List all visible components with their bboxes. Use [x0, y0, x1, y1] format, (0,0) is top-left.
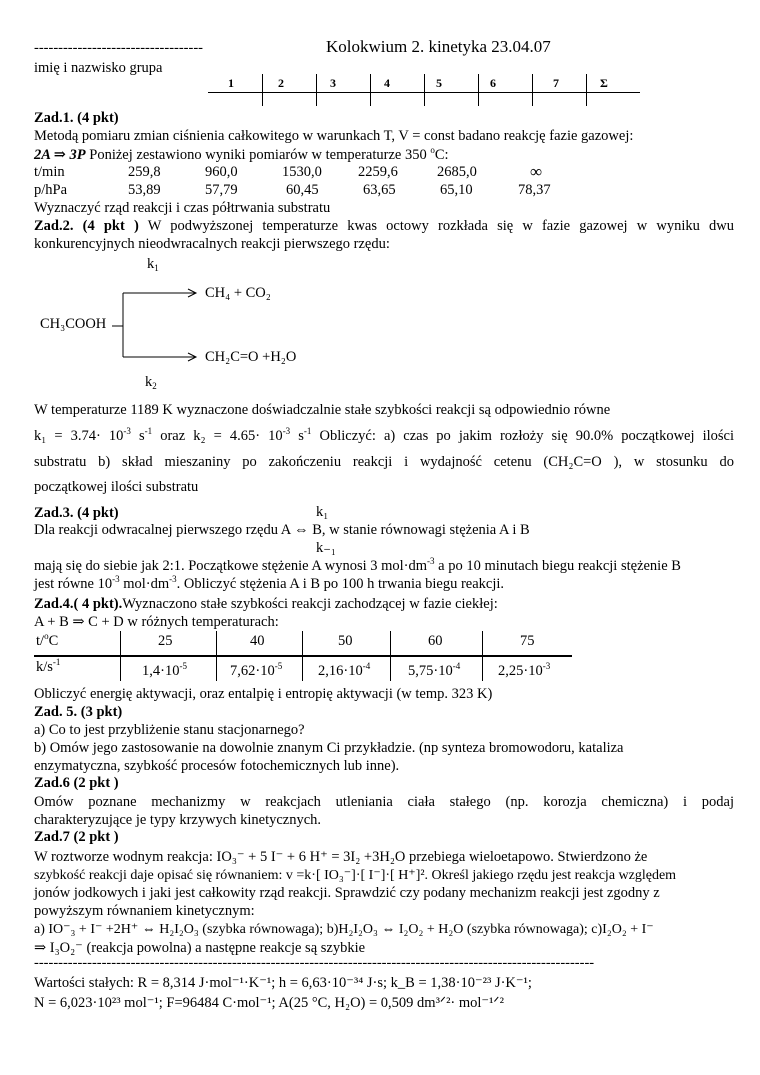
z6-heading: Zad.6 (2 pkt )	[34, 775, 119, 791]
z6-line1: Omów poznane mechanizmy w reakcjach utleniania ciała stałego (np. korozja chemiczna) i podaj	[34, 794, 734, 810]
z1-t-2: 1530,0	[282, 164, 322, 180]
z2-s-exp-1: -1	[144, 426, 153, 436]
z4-k-4-mant: 2,25·10	[498, 663, 543, 679]
footer-constants-1: Wartości stałych: R = 8,314 J·mol⁻¹·K⁻¹; h = 6,63·10⁻³⁴ J·s; k_B = 1,38·10⁻²³ J·K⁻¹;	[34, 975, 532, 991]
z1-text2a: Poniżej zestawiono wyniki pomiarów w temperaturze 350	[85, 147, 431, 163]
z3-exp-a: -3	[427, 556, 435, 566]
z4-t-prefix: t/	[36, 633, 45, 649]
z1-reaction: 2A ⇒ 3P	[34, 147, 86, 163]
z1-p-label: p/hPa	[34, 182, 68, 198]
z3-line3	[34, 576, 504, 593]
z1-p-3: 63,65	[363, 182, 396, 198]
scheme-k1	[147, 256, 159, 273]
scheme-reactant: CH₃COOH	[40, 316, 107, 332]
score-col-1: 1	[228, 76, 234, 90]
z4-heading: Zad.4.( 4 pkt).	[34, 596, 123, 612]
score-col-4: 4	[384, 76, 390, 90]
z3-exp-c: -3	[169, 574, 177, 584]
score-col-sum: Σ	[600, 76, 608, 90]
z5-a: a) Co to jest przybliżenie stanu stacjonarnego?	[34, 722, 305, 738]
z4-t-unit: C	[48, 633, 59, 649]
z1-p-1: 57,79	[205, 182, 238, 198]
z2-k2-exp: -3	[282, 426, 291, 436]
z2-k1-expr: k₁ = 3.74· 10	[34, 428, 124, 444]
z4-t-label	[36, 633, 58, 650]
z2-line6: początkowej ilości substratu	[34, 479, 199, 495]
z1-p-2: 60,45	[286, 182, 319, 198]
z4-k-2	[318, 663, 370, 680]
z4-k-0-exp: -5	[179, 661, 187, 671]
z4-k-1-mant: 7,62·10	[230, 663, 275, 679]
z3-k-top: k₁	[316, 504, 329, 520]
z4-k-0-mant: 1,4·10	[142, 663, 180, 679]
z1-task: Wyznaczyć rząd reakcji i czas półtrwania substratu	[34, 200, 331, 216]
scheme-k1-sub: 1	[154, 263, 159, 273]
score-col-3: 3	[330, 76, 336, 90]
z1-text1: Metodą pomiaru zmian ciśnienia całkowitego w warunkach T, V = const badano reakcję fazie gazowej:	[34, 128, 634, 144]
z2-calc: Obliczyć: a) czas po jakim rozłoży się 90.0% początkowej ilości	[311, 428, 735, 444]
z7-line1: W roztworze wodnym reakcja: IO₃⁻ + 5 I⁻ + 6 H⁺ = 3I₂ +3H₂O przebiega wieloetapowo. Stwierdzono że	[34, 849, 648, 865]
scheme-product1: CH₄ + CO₂	[205, 285, 271, 301]
z7-line6: ⇒ I₃O₂⁻ (reakcja powolna) a następne reakcje są szybkie	[34, 940, 366, 956]
z1-t-1: 960,0	[205, 164, 238, 180]
z7-heading: Zad.7 (2 pkt )	[34, 829, 119, 845]
z4-t-deg: o	[44, 631, 49, 641]
z4-table	[34, 631, 572, 681]
z1-text2	[34, 146, 449, 164]
z7-line4: powyższym równaniem kinetycznym:	[34, 903, 255, 919]
score-col-5: 5	[436, 76, 442, 90]
z4-k-3-exp: -4	[452, 661, 461, 671]
z4-temp-2: 50	[338, 633, 353, 649]
scheme-k2-sub: 2	[152, 381, 157, 391]
z2-k1-exp: -3	[123, 426, 131, 436]
z1-p-0: 53,89	[128, 182, 161, 198]
z2-k2-expr: oraz k₂ = 4.65· 10	[152, 428, 283, 444]
z2-line5: substratu b) skład mieszaniny po zakończeniu reakcji i wydajność cetenu (CH₂C=O ), w stosunku do	[34, 454, 734, 470]
footer-dashes: --------------------------------------------------------------------------------------------------------------------	[34, 955, 595, 971]
z5-b2: enzymatyczna, szybkość procesów fotochemicznych lub inne).	[34, 758, 400, 774]
scheme-product2: CH₂C=O +H₂O	[205, 349, 297, 365]
z3-exp-b: -3	[112, 574, 120, 584]
score-grid	[208, 74, 640, 106]
scheme-k1-letter: k	[147, 256, 155, 272]
z5-b1: b) Omów jego zastosowanie na dowolnie znanym Ci przykładzie. (np synteza bromowodoru, kataliza	[34, 740, 624, 756]
z3-line3a: jest równe 10	[34, 576, 113, 592]
z4-k-exp: -1	[52, 657, 61, 667]
z7-line2: szybkość reakcji daje opisać się równaniem: v =k·[ IO₃⁻]·[ I⁻]·[ H⁺]². Określ jakiego rzędu jest reakcja względem	[34, 868, 677, 883]
z4-k-prefix: k/s	[36, 659, 53, 675]
z3-line2	[34, 558, 681, 575]
z4-temp-1: 40	[250, 633, 265, 649]
z5-heading: Zad. 5. (3 pkt)	[34, 704, 123, 720]
z3-line3b: mol·dm	[119, 576, 170, 592]
z1-t-5: ∞	[530, 162, 543, 181]
z4-line1	[34, 596, 498, 613]
z3-line2a: mają się do siebie jak 2:1. Początkowe stężenie A wynosi 3 mol·dm	[34, 558, 428, 574]
z3-k-bottom: k₋₁	[316, 540, 336, 556]
student-label: imię i nazwisko grupa	[34, 60, 163, 76]
footer-constants-2: N = 6,023·10²³ mol⁻¹; F=96484 C·mol⁻¹; A(25 °C, H₂O) = 0,509 dm³ᐟ²· mol⁻¹ᐟ²	[34, 995, 504, 1011]
z4-task: Obliczyć energię aktywacji, oraz entalpię i entropię aktywacji (w temp. 323 K)	[34, 686, 493, 702]
z2-line3: W temperaturze 1189 K wyznaczone doświadczalnie stałe szybkości reakcji są odpowiednio równe	[34, 402, 611, 418]
z4-k-0	[142, 663, 187, 680]
z2-s-exp-2: -1	[303, 426, 312, 436]
z1-deg: o	[430, 145, 435, 155]
z1-t-4: 2685,0	[437, 164, 477, 180]
page-title: Kolokwium 2. kinetyka 23.04.07	[326, 37, 551, 56]
z1-text2b: C:	[434, 147, 449, 163]
scheme-k2-letter: k	[145, 374, 153, 390]
z1-heading: Zad.1. (4 pkt)	[34, 110, 119, 126]
z3-heading: Zad.3. (4 pkt)	[34, 505, 119, 521]
z1-p-5: 78,37	[518, 182, 551, 198]
z3-line3c: . Obliczyć stężenia A i B po 100 h trwania biegu reakcji.	[176, 576, 505, 592]
z6-line2: charakteryzujące je typy krzywych kinetycznych.	[34, 812, 322, 828]
z2-line2: konkurencyjnych nieodwracalnych reakcji pierwszego rzędu:	[34, 236, 390, 252]
z4-k-1	[230, 663, 282, 680]
z7-line5: a) IO⁻₃ + I⁻ +2H⁺ ⇔ H₂I₂O₃ (szybka równowaga); b)H₂I₂O₃ ⇔ I₂O₂ + H₂O (szybka równowaga); c)I₂O₂ + I⁻	[34, 922, 654, 937]
z2-line1	[34, 218, 734, 235]
z4-k-2-mant: 2,16·10	[318, 663, 363, 679]
z4-temp-3: 60	[428, 633, 443, 649]
z2-line1-text: W podwyższonej temperaturze kwas octowy rozkłada się w fazie gazowej w wyniku dwu	[138, 218, 734, 234]
score-col-7: 7	[553, 76, 559, 90]
z4-k-3-mant: 5,75·10	[408, 663, 453, 679]
z3-line1: Dla reakcji odwracalnej pierwszego rzędu A ⇔ B, w stanie równowagi stężenia A i B	[34, 522, 530, 538]
z4-temp-0: 25	[158, 633, 173, 649]
z4-k-label	[36, 659, 60, 676]
score-col-2: 2	[278, 76, 284, 90]
z4-line2: A + B ⇒ C + D w różnych temperaturach:	[34, 614, 279, 630]
z4-k-1-exp: -5	[274, 661, 283, 671]
score-col-6: 6	[490, 76, 496, 90]
z3-line2b: a po 10 minutach biegu reakcji stężenie B	[434, 558, 681, 574]
z1-t-3: 2259,6	[358, 164, 398, 180]
z1-p-4: 65,10	[440, 182, 473, 198]
z4-k-4-exp: -3	[542, 661, 551, 671]
z4-k-3	[408, 663, 460, 680]
z2-line4: $k_1 = 3.74\cdot 10^{-3}$ $s^{-1}$ oraz $k_2 = 4.65\cdot 10^{-3}$ $s^{-1}$ Obliczyć: a) czas po jakim rozłoży się 90.0% początkowej ilości	[34, 426, 735, 444]
z7-line3: jonów jodkowych i jaki jest całkowity rząd reakcji. Sprawdzić czy podany mechanizm reakcji jest zgodny z	[34, 885, 660, 901]
reaction-scheme-arrows	[110, 285, 210, 365]
z1-t-label: t/min	[34, 164, 65, 180]
header-dashes: -----------------------------------	[34, 40, 204, 56]
z4-k-2-exp: -4	[362, 661, 371, 671]
scheme-k2	[145, 374, 157, 391]
z4-temp-4: 75	[520, 633, 535, 649]
z2-heading: Zad.2. (4 pkt )	[34, 218, 139, 234]
z4-k-4	[498, 663, 550, 680]
z1-t-0: 259,8	[128, 164, 161, 180]
z4-line1-text: Wyznaczono stałe szybkości reakcji zachodzącej w fazie ciekłej:	[122, 596, 498, 612]
